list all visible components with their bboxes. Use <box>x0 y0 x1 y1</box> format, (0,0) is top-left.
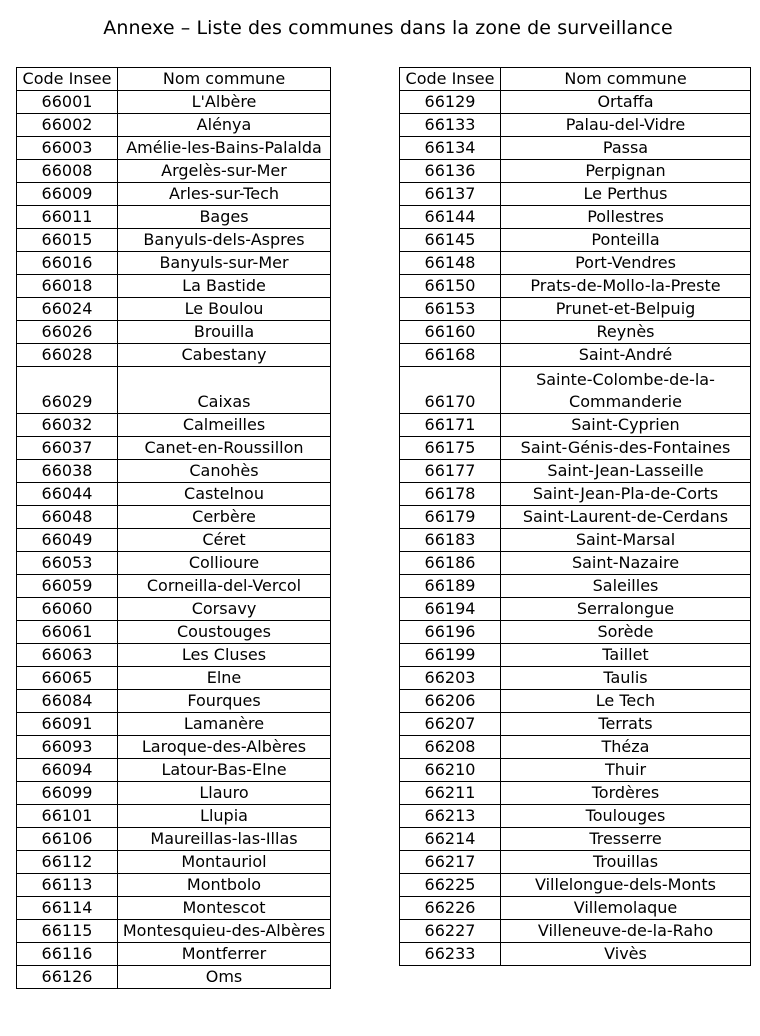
insee-code-cell: 66126 <box>17 966 118 989</box>
insee-code-cell: 66213 <box>400 805 501 828</box>
insee-code-cell: 66217 <box>400 851 501 874</box>
table-row <box>400 667 751 690</box>
table-row <box>17 690 331 713</box>
insee-code-cell: 66093 <box>17 736 118 759</box>
table-row <box>17 206 331 229</box>
table-row <box>400 160 751 183</box>
insee-code-cell: 66061 <box>17 621 118 644</box>
commune-name-cell: Coustouges <box>118 621 331 644</box>
table-row <box>17 897 331 920</box>
table-row <box>17 183 331 206</box>
insee-code-cell: 66003 <box>17 137 118 160</box>
commune-name-cell: Thuir <box>501 759 751 782</box>
commune-name-cell: Sainte-Colombe-de-la-Commanderie <box>501 367 751 414</box>
insee-code-cell: 66116 <box>17 943 118 966</box>
insee-code-cell: 66178 <box>400 483 501 506</box>
insee-code-cell: 66208 <box>400 736 501 759</box>
commune-name-cell: Perpignan <box>501 160 751 183</box>
insee-code-cell: 66053 <box>17 552 118 575</box>
table-row <box>400 828 751 851</box>
insee-code-cell: 66001 <box>17 91 118 114</box>
table-row <box>400 275 751 298</box>
commune-name-cell: Cerbère <box>118 506 331 529</box>
commune-name-cell: Vivès <box>501 943 751 966</box>
table-row <box>17 529 331 552</box>
insee-code-cell: 66044 <box>17 483 118 506</box>
insee-code-cell: 66207 <box>400 713 501 736</box>
insee-code-cell: 66048 <box>17 506 118 529</box>
table-row <box>400 367 751 414</box>
table-row <box>400 414 751 437</box>
commune-name-cell: Saleilles <box>501 575 751 598</box>
commune-name-cell: Port-Vendres <box>501 252 751 275</box>
commune-name-cell: Céret <box>118 529 331 552</box>
insee-code-cell: 66038 <box>17 460 118 483</box>
table-row <box>400 460 751 483</box>
insee-code-cell: 66011 <box>17 206 118 229</box>
insee-code-cell: 66091 <box>17 713 118 736</box>
commune-name-cell: Pollestres <box>501 206 751 229</box>
insee-code-cell: 66114 <box>17 897 118 920</box>
table-row <box>400 137 751 160</box>
commune-name-cell: Villelongue-dels-Monts <box>501 874 751 897</box>
commune-name-cell: Collioure <box>118 552 331 575</box>
table-row <box>400 874 751 897</box>
insee-code-cell: 66170 <box>400 367 501 414</box>
insee-code-cell: 66032 <box>17 414 118 437</box>
insee-code-cell: 66112 <box>17 851 118 874</box>
insee-code-cell: 66177 <box>400 460 501 483</box>
commune-name-cell: Terrats <box>501 713 751 736</box>
communes-table-left <box>16 67 331 989</box>
table-row <box>17 114 331 137</box>
table-row <box>400 736 751 759</box>
insee-code-cell: 66148 <box>400 252 501 275</box>
insee-code-cell: 66227 <box>400 920 501 943</box>
insee-code-cell: 66018 <box>17 275 118 298</box>
insee-code-cell: 66113 <box>17 874 118 897</box>
commune-name-cell: Castelnou <box>118 483 331 506</box>
commune-name-cell: Llauro <box>118 782 331 805</box>
insee-code-cell: 66015 <box>17 229 118 252</box>
insee-code-cell: 66137 <box>400 183 501 206</box>
table-row <box>400 805 751 828</box>
commune-name-cell: Amélie-les-Bains-Palalda <box>118 137 331 160</box>
table-row <box>17 759 331 782</box>
insee-code-cell: 66210 <box>400 759 501 782</box>
insee-code-cell: 66059 <box>17 575 118 598</box>
insee-code-cell: 66225 <box>400 874 501 897</box>
insee-code-cell: 66029 <box>17 367 118 414</box>
table-row <box>400 621 751 644</box>
insee-code-cell: 66049 <box>17 529 118 552</box>
table-row <box>400 183 751 206</box>
table-row <box>400 943 751 966</box>
insee-code-cell: 66106 <box>17 828 118 851</box>
commune-name-cell: Oms <box>118 966 331 989</box>
insee-code-cell: 66183 <box>400 529 501 552</box>
insee-code-cell: 66060 <box>17 598 118 621</box>
insee-code-cell: 66016 <box>17 252 118 275</box>
commune-name-cell: Trouillas <box>501 851 751 874</box>
commune-name-cell: Saint-Génis-des-Fontaines <box>501 437 751 460</box>
commune-name-cell: Saint-Cyprien <box>501 414 751 437</box>
insee-code-cell: 66168 <box>400 344 501 367</box>
insee-code-cell: 66196 <box>400 621 501 644</box>
table-row <box>17 851 331 874</box>
commune-name-cell: Latour-Bas-Elne <box>118 759 331 782</box>
table-row <box>17 91 331 114</box>
commune-name-cell: Montbolo <box>118 874 331 897</box>
column-header-name: Nom commune <box>501 68 751 91</box>
table-header-row <box>17 68 331 91</box>
commune-name-cell: Le Perthus <box>501 183 751 206</box>
table-row <box>17 552 331 575</box>
commune-name-cell: Laroque-des-Albères <box>118 736 331 759</box>
table-row <box>400 575 751 598</box>
commune-name-cell: Bages <box>118 206 331 229</box>
page-title: Annexe – Liste des communes dans la zone de surveillance <box>103 17 673 39</box>
commune-name-cell: Montesquieu-des-Albères <box>118 920 331 943</box>
insee-code-cell: 66153 <box>400 298 501 321</box>
commune-name-cell: Maureillas-las-Illas <box>118 828 331 851</box>
insee-code-cell: 66186 <box>400 552 501 575</box>
commune-name-cell: Saint-Marsal <box>501 529 751 552</box>
commune-name-cell: Canet-en-Roussillon <box>118 437 331 460</box>
commune-name-cell: Passa <box>501 137 751 160</box>
table-row <box>400 298 751 321</box>
table-row <box>400 114 751 137</box>
table-row <box>400 759 751 782</box>
commune-name-cell: Ponteilla <box>501 229 751 252</box>
table-row <box>17 805 331 828</box>
insee-code-cell: 66171 <box>400 414 501 437</box>
table-row <box>400 321 751 344</box>
commune-name-cell: Reynès <box>501 321 751 344</box>
table-row <box>17 160 331 183</box>
table-row <box>17 367 331 414</box>
commune-name-cell: Tordères <box>501 782 751 805</box>
commune-name-cell: Théza <box>501 736 751 759</box>
insee-code-cell: 66150 <box>400 275 501 298</box>
commune-name-cell: Lamanère <box>118 713 331 736</box>
commune-name-cell: Montescot <box>118 897 331 920</box>
insee-code-cell: 66203 <box>400 667 501 690</box>
table-row <box>17 414 331 437</box>
insee-code-cell: 66175 <box>400 437 501 460</box>
commune-name-cell: Argelès-sur-Mer <box>118 160 331 183</box>
table-row <box>400 920 751 943</box>
table-row <box>17 874 331 897</box>
table-row <box>400 506 751 529</box>
table-row <box>400 713 751 736</box>
commune-name-cell: Saint-Laurent-de-Cerdans <box>501 506 751 529</box>
commune-name-cell: Le Boulou <box>118 298 331 321</box>
table-row <box>400 782 751 805</box>
insee-code-cell: 66002 <box>17 114 118 137</box>
commune-name-cell: Prunet-et-Belpuig <box>501 298 751 321</box>
commune-name-cell: Serralongue <box>501 598 751 621</box>
table-row <box>17 506 331 529</box>
table-row <box>17 644 331 667</box>
commune-name-cell: Banyuls-sur-Mer <box>118 252 331 275</box>
commune-name-cell: Villemolaque <box>501 897 751 920</box>
table-row <box>17 275 331 298</box>
commune-name-cell: Cabestany <box>118 344 331 367</box>
commune-name-cell: Prats-de-Mollo-la-Preste <box>501 275 751 298</box>
commune-name-cell: Elne <box>118 667 331 690</box>
commune-name-cell: Calmeilles <box>118 414 331 437</box>
commune-name-cell: L'Albère <box>118 91 331 114</box>
table-row <box>17 943 331 966</box>
commune-name-cell: Saint-Jean-Pla-de-Corts <box>501 483 751 506</box>
commune-name-cell: Le Tech <box>501 690 751 713</box>
table-row <box>17 621 331 644</box>
commune-name-cell: Sorède <box>501 621 751 644</box>
insee-code-cell: 66115 <box>17 920 118 943</box>
table-row <box>400 252 751 275</box>
insee-code-cell: 66144 <box>400 206 501 229</box>
table-row <box>400 897 751 920</box>
table-row <box>17 667 331 690</box>
commune-name-cell: Ortaffa <box>501 91 751 114</box>
insee-code-cell: 66133 <box>400 114 501 137</box>
commune-name-cell: Llupia <box>118 805 331 828</box>
insee-code-cell: 66206 <box>400 690 501 713</box>
table-row <box>400 206 751 229</box>
insee-code-cell: 66026 <box>17 321 118 344</box>
table-row <box>17 966 331 989</box>
insee-code-cell: 66179 <box>400 506 501 529</box>
table-row <box>17 321 331 344</box>
commune-name-cell: Saint-Jean-Lasseille <box>501 460 751 483</box>
table-row <box>17 483 331 506</box>
commune-name-cell: Taillet <box>501 644 751 667</box>
insee-code-cell: 66189 <box>400 575 501 598</box>
commune-name-cell: Arles-sur-Tech <box>118 183 331 206</box>
insee-code-cell: 66008 <box>17 160 118 183</box>
insee-code-cell: 66099 <box>17 782 118 805</box>
commune-name-cell: Tresserre <box>501 828 751 851</box>
table-row <box>400 851 751 874</box>
table-row <box>17 460 331 483</box>
insee-code-cell: 66065 <box>17 667 118 690</box>
table-row <box>400 529 751 552</box>
table-row <box>400 344 751 367</box>
table-row <box>17 598 331 621</box>
column-header-code: Code Insee <box>17 68 118 91</box>
commune-name-cell: Taulis <box>501 667 751 690</box>
table-row <box>17 252 331 275</box>
commune-name-cell: Caixas <box>118 367 331 414</box>
insee-code-cell: 66211 <box>400 782 501 805</box>
insee-code-cell: 66129 <box>400 91 501 114</box>
table-row <box>17 920 331 943</box>
insee-code-cell: 66094 <box>17 759 118 782</box>
commune-name-cell: Toulouges <box>501 805 751 828</box>
commune-name-cell: Saint-André <box>501 344 751 367</box>
table-row <box>17 344 331 367</box>
insee-code-cell: 66101 <box>17 805 118 828</box>
insee-code-cell: 66024 <box>17 298 118 321</box>
insee-code-cell: 66134 <box>400 137 501 160</box>
commune-name-cell: Saint-Nazaire <box>501 552 751 575</box>
table-row <box>400 598 751 621</box>
communes-table-right <box>399 67 751 966</box>
table-row <box>400 690 751 713</box>
insee-code-cell: 66009 <box>17 183 118 206</box>
commune-name-cell: Corsavy <box>118 598 331 621</box>
column-header-name: Nom commune <box>118 68 331 91</box>
commune-name-cell: Palau-del-Vidre <box>501 114 751 137</box>
column-header-code: Code Insee <box>400 68 501 91</box>
insee-code-cell: 66199 <box>400 644 501 667</box>
table-row <box>17 137 331 160</box>
commune-name-cell: Montferrer <box>118 943 331 966</box>
insee-code-cell: 66145 <box>400 229 501 252</box>
insee-code-cell: 66136 <box>400 160 501 183</box>
commune-name-cell: Canohès <box>118 460 331 483</box>
commune-name-cell: Montauriol <box>118 851 331 874</box>
commune-name-cell: Fourques <box>118 690 331 713</box>
insee-code-cell: 66194 <box>400 598 501 621</box>
table-row <box>17 229 331 252</box>
table-row <box>17 828 331 851</box>
table-row <box>17 713 331 736</box>
table-row <box>17 437 331 460</box>
table-row <box>400 437 751 460</box>
table-row <box>17 298 331 321</box>
insee-code-cell: 66028 <box>17 344 118 367</box>
table-header-row <box>400 68 751 91</box>
table-row <box>400 552 751 575</box>
commune-name-cell: Les Cluses <box>118 644 331 667</box>
insee-code-cell: 66037 <box>17 437 118 460</box>
commune-name-cell: Banyuls-dels-Aspres <box>118 229 331 252</box>
table-row <box>17 575 331 598</box>
table-row <box>400 483 751 506</box>
insee-code-cell: 66233 <box>400 943 501 966</box>
table-row <box>17 782 331 805</box>
insee-code-cell: 66063 <box>17 644 118 667</box>
commune-name-cell: La Bastide <box>118 275 331 298</box>
table-row <box>400 644 751 667</box>
insee-code-cell: 66226 <box>400 897 501 920</box>
insee-code-cell: 66214 <box>400 828 501 851</box>
commune-name-cell: Brouilla <box>118 321 331 344</box>
commune-name-cell: Villeneuve-de-la-Raho <box>501 920 751 943</box>
insee-code-cell: 66160 <box>400 321 501 344</box>
table-row <box>400 229 751 252</box>
table-row <box>400 91 751 114</box>
commune-name-cell: Alénya <box>118 114 331 137</box>
table-row <box>17 736 331 759</box>
commune-name-cell: Corneilla-del-Vercol <box>118 575 331 598</box>
insee-code-cell: 66084 <box>17 690 118 713</box>
